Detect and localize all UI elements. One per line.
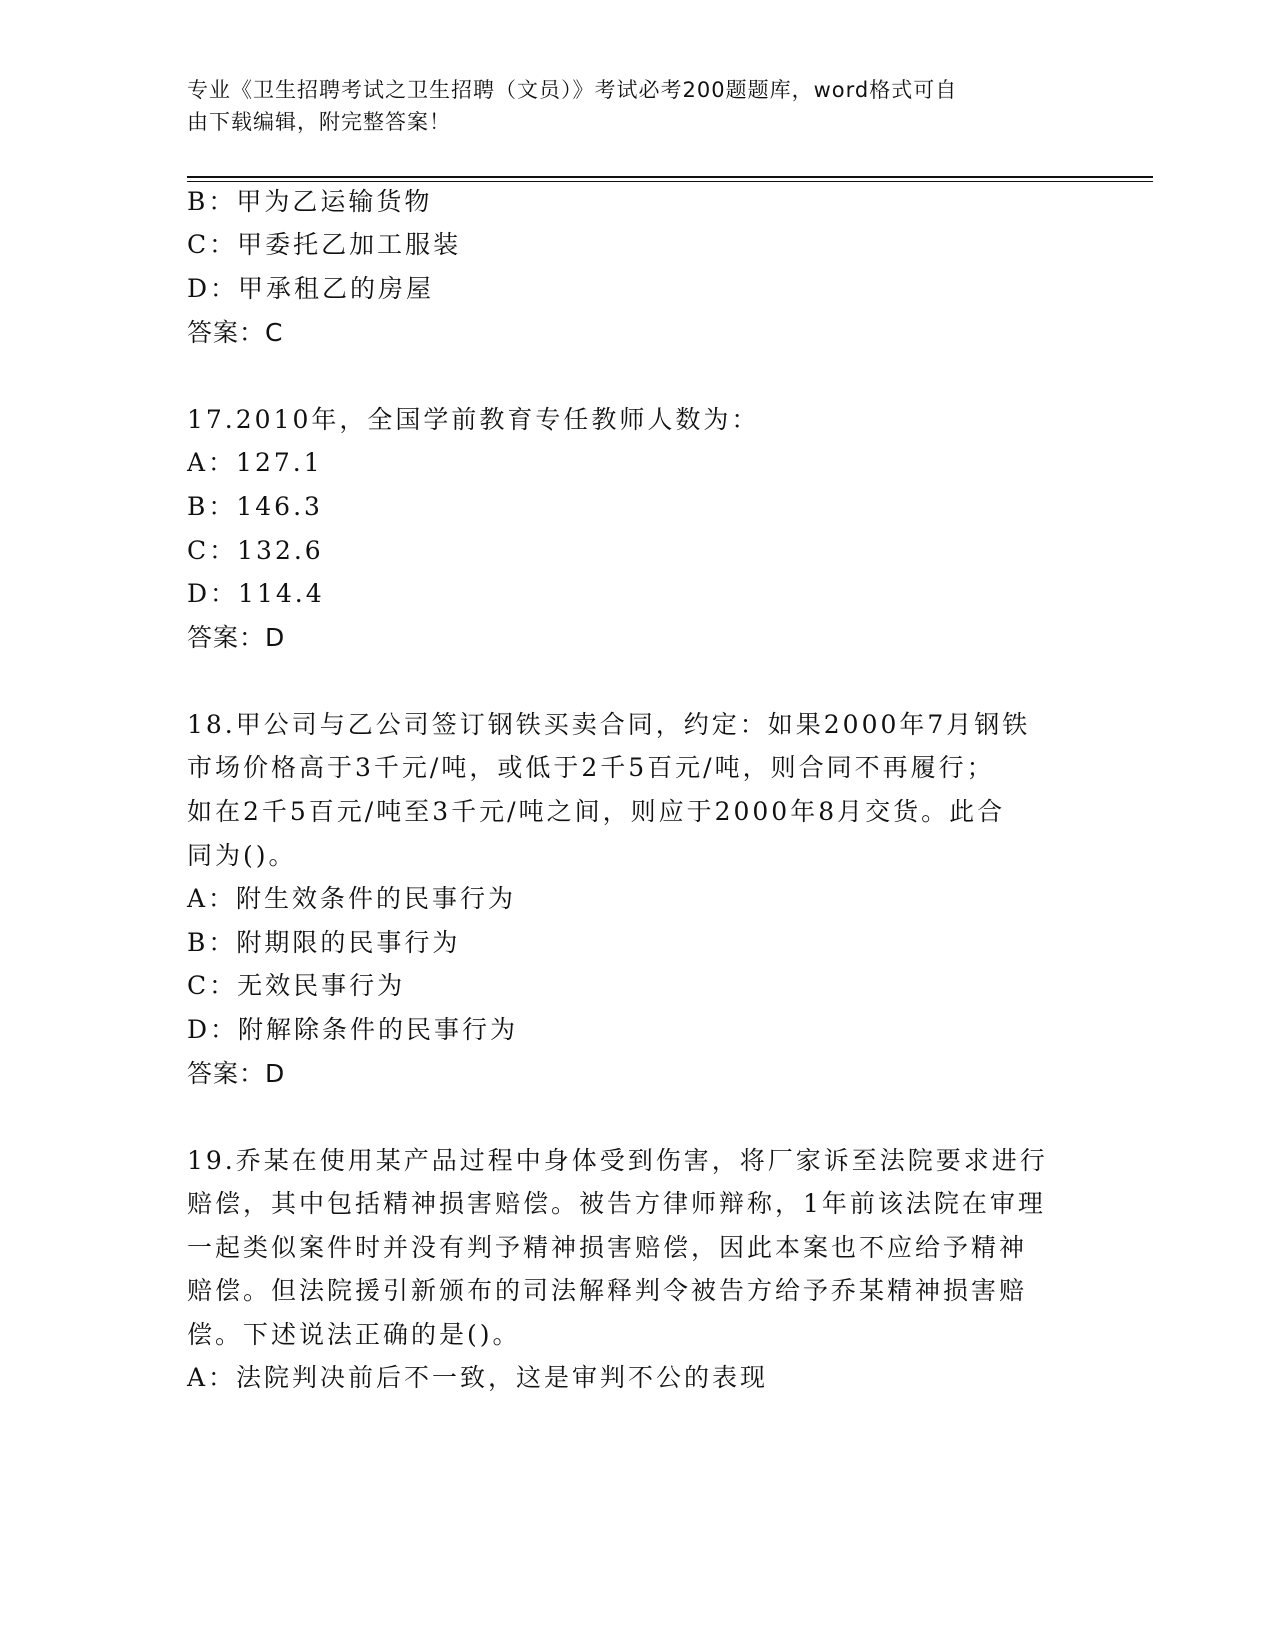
- q19-stem-line-5: 偿。下述说法正确的是()。: [187, 1320, 521, 1349]
- q17-option-c: C：132.6: [187, 536, 324, 565]
- q17-answer: 答案：D: [187, 623, 286, 652]
- header-line-2: 由下载编辑，附完整答案！: [187, 110, 451, 134]
- document-header: [187, 74, 1067, 138]
- q17-option-b: B：146.3: [187, 492, 323, 521]
- q18-stem-line-1: 18.甲公司与乙公司签订钢铁买卖合同，约定：如果2000年7月钢铁: [187, 710, 1031, 739]
- q18-option-b: B：附期限的民事行为: [187, 928, 461, 957]
- q19-option-a: A：法院判决前后不一致，这是审判不公的表现: [187, 1363, 769, 1392]
- q19-stem-line-3: 一起类似案件时并没有判予精神损害赔偿，因此本案也不应给予精神: [187, 1233, 1028, 1262]
- q18-option-d: D：附解除条件的民事行为: [187, 1015, 519, 1044]
- header-divider-thick: [187, 176, 1153, 178]
- q19-stem-line-1: 19.乔某在使用某产品过程中身体受到伤害，将厂家诉至法院要求进行: [187, 1146, 1048, 1175]
- q16-option-c: C：甲委托乙加工服装: [187, 230, 462, 259]
- q16-answer: 答案：C: [187, 318, 284, 347]
- header-divider-thin: [187, 181, 1153, 182]
- q17-option-a: A：127.1: [187, 448, 323, 477]
- q17-stem: 17.2010年，全国学前教育专任教师人数为：: [187, 405, 760, 434]
- q18-option-a: A：附生效条件的民事行为: [187, 884, 517, 913]
- q18-stem-line-2: 市场价格高于3千元/吨，或低于2千5百元/吨，则合同不再履行；: [187, 753, 995, 782]
- q16-option-b: B：甲为乙运输货物: [187, 187, 433, 216]
- q18-option-c: C：无效民事行为: [187, 971, 406, 1000]
- q19-stem-line-4: 赔偿。但法院援引新颁布的司法解释判令被告方给予乔某精神损害赔: [187, 1276, 1028, 1305]
- q18-stem-line-3: 如在2千5百元/吨至3千元/吨之间，则应于2000年8月交货。此合: [187, 797, 1006, 826]
- q19-stem-line-2: 赔偿，其中包括精神损害赔偿。被告方律师辩称，1年前该法院在审理: [187, 1189, 1046, 1218]
- q18-answer: 答案：D: [187, 1059, 286, 1088]
- q17-option-d: D：114.4: [187, 579, 325, 608]
- header-line-1: 专业《卫生招聘考试之卫生招聘（文员）》考试必考200题题库，word格式可自: [187, 78, 958, 102]
- q18-stem-line-4: 同为()。: [187, 841, 297, 870]
- q16-option-d: D：甲承租乙的房屋: [187, 274, 435, 303]
